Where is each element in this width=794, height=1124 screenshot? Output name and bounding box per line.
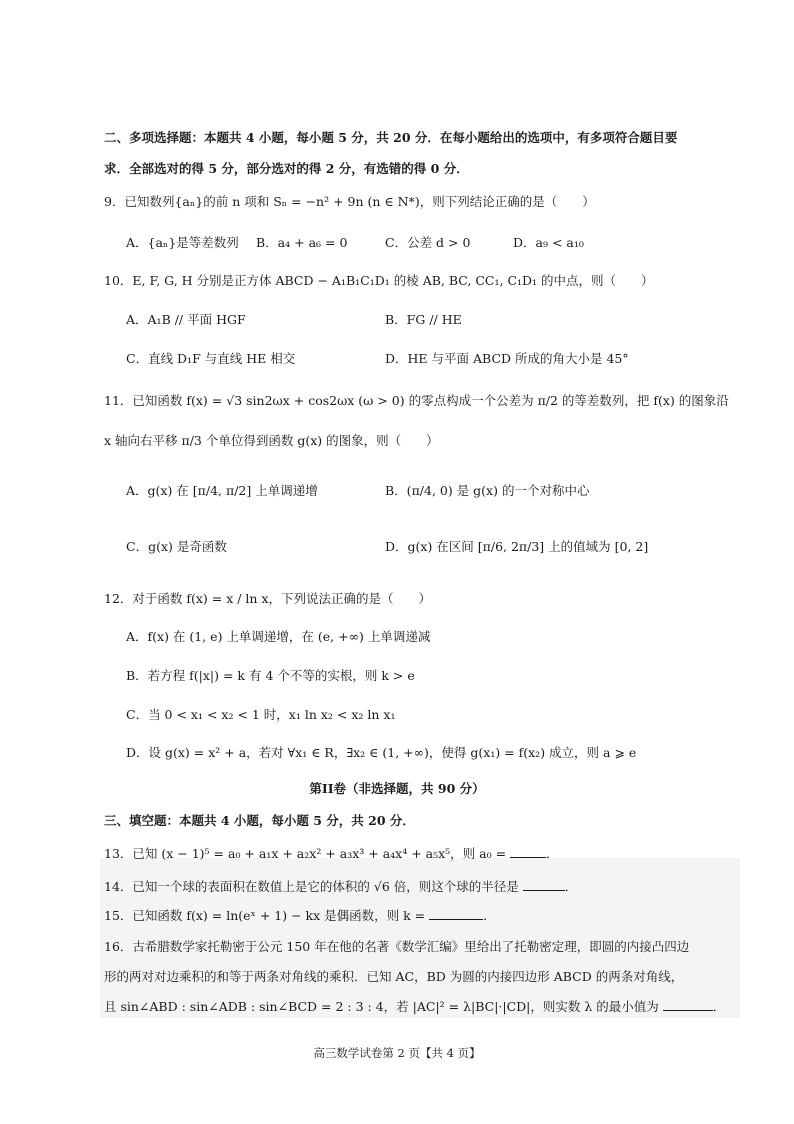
q13 <box>104 845 559 863</box>
q10-option-b: B．FG // HE <box>385 312 462 327</box>
section2-heading-line1: 二、多项选择题：本题共 4 小题，每小题 5 分，共 20 分．在每小题给出的选项中，有多项符合题目要 <box>104 130 678 145</box>
q10-stem: 10．E, F, G, H 分别是正方体 ABCD − A₁B₁C₁D₁ 的棱 AB, BC, CC₁, C₁D₁ 的中点，则（ ） <box>104 273 654 288</box>
q12-option-a: A．f(x) 在 (1, e) 上单调递增，在 (e, +∞) 上单调递减 <box>126 629 431 644</box>
q11-option-c: C．g(x) 是奇函数 <box>126 539 227 554</box>
q12-option-d: D．设 g(x) = x² + a，若对 ∀x₁ ∈ R，∃x₂ ∈ (1, +∞)，使得 g(x₁) = f(x₂) 成立，则 a ⩾ e <box>126 745 637 760</box>
q15-end: ． <box>483 908 496 923</box>
q9-option-c: C．公差 d > 0 <box>385 235 471 250</box>
q13-answer-blank[interactable] <box>510 845 546 858</box>
q14-stem: 14．已知一个球的表面积在数值上是它的体积的 √6 倍，则这个球的半径是 <box>104 879 519 894</box>
q11-option-a: A．g(x) 在 [π/4, π/2] 上单调递增 <box>126 483 318 498</box>
q11-option-b: B．(π/4, 0) 是 g(x) 的一个对称中心 <box>385 483 590 498</box>
section3-heading: 三、填空题：本题共 4 小题，每小题 5 分，共 20 分． <box>104 813 415 828</box>
q10-option-c: C．直线 D₁F 与直线 HE 相交 <box>126 351 296 366</box>
q16-answer-blank[interactable] <box>663 998 713 1011</box>
q11-stem-line1: 11．已知函数 f(x) = √3 sin2ωx + cos2ωx (ω > 0) 的零点构成一个公差为 π/2 的等差数列，把 f(x) 的图象沿 <box>104 393 729 408</box>
q9-option-b: B．a₄ + a₆ = 0 <box>256 235 348 250</box>
q12-stem: 12．对于函数 f(x) = x / ln x，下列说法正确的是（ ） <box>104 591 432 606</box>
q11-option-d: D．g(x) 在区间 [π/6, 2π/3] 上的值域为 [0, 2] <box>385 539 649 554</box>
q12-option-b: B．若方程 f(|x|) = k 有 4 个不等的实根，则 k > e <box>126 668 415 683</box>
q15 <box>104 907 496 925</box>
page-footer: 高三数学试卷第 2 页【共 4 页】 <box>313 1046 481 1060</box>
q9-option-a: A．{aₙ}是等差数列 <box>126 235 239 250</box>
q13-end: ． <box>546 846 559 861</box>
q9-option-d: D．a₉ < a₁₀ <box>513 235 584 250</box>
q15-stem: 15．已知函数 f(x) = ln(eˣ + 1) − kx 是偶函数，则 k = <box>104 908 426 923</box>
q14-answer-blank[interactable] <box>523 878 565 891</box>
q12-option-c: C．当 0 < x₁ < x₂ < 1 时，x₁ ln x₂ < x₂ ln x₁ <box>126 707 396 722</box>
q16-end: ． <box>712 999 726 1014</box>
q10-option-a: A．A₁B // 平面 HGF <box>126 312 246 327</box>
part2-title: 第II卷（非选择题，共 90 分） <box>309 781 485 796</box>
q14-end: ． <box>564 879 578 894</box>
q16-line3 <box>104 998 725 1016</box>
q10-option-d: D．HE 与平面 ABCD 所成的角大小是 45° <box>385 351 629 366</box>
q9-stem: 9．已知数列{aₙ}的前 n 项和 Sₙ = −n² + 9n (n ∈ N*)，则下列结论正确的是（ ） <box>104 194 595 209</box>
q16-line2: 形的两对对边乘积的和等于两条对角线的乘积．已知 AC，BD 为圆的内接四边形 ABCD 的两条对角线， <box>104 969 684 984</box>
q15-answer-blank[interactable] <box>429 907 483 920</box>
q11-stem-line2: x 轴向右平移 π/3 个单位得到函数 g(x) 的图象，则（ ） <box>104 433 439 448</box>
q16-line3-text: 且 sin∠ABD : sin∠ADB : sin∠BCD = 2 : 3 : 4，若 |AC|² = λ|BC|·|CD|，则实数 λ 的最小值为 <box>104 999 659 1014</box>
section2-heading-line2: 求．全部选对的得 5 分，部分选对的得 2 分，有选错的得 0 分． <box>104 161 469 176</box>
q16-line1: 16．古希腊数学家托勒密于公元 150 年在他的名著《数学汇编》里给出了托勒密定理，即圆的内接凸四边 <box>104 939 690 954</box>
q14 <box>104 878 577 896</box>
q13-stem: 13．已知 (x − 1)⁵ = a₀ + a₁x + a₂x² + a₃x³ + a₄x⁴ + a₅x⁵，则 a₀ = <box>104 846 507 861</box>
